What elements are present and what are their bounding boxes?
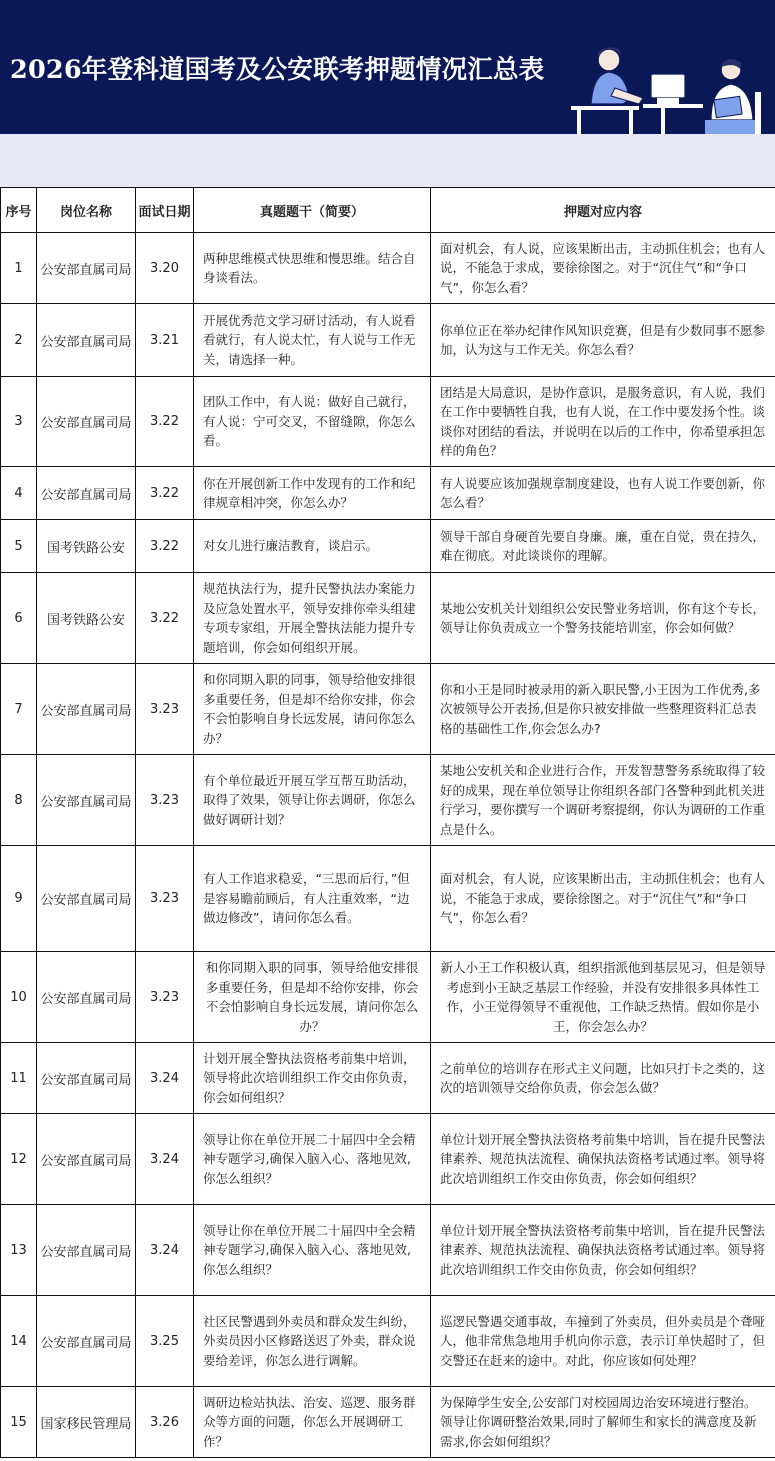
header-date: 面试日期	[136, 188, 194, 233]
row-stem: 计划开展全警执法资格考前集中培训，领导将此次培训组织工作交由你负责，你会如何组织？	[194, 1043, 431, 1114]
header-forecast: 押题对应内容	[431, 188, 775, 233]
table-row	[1, 304, 775, 377]
table-row	[1, 1043, 775, 1114]
table-row	[1, 1387, 775, 1458]
row-no: 9	[1, 846, 37, 952]
row-date: 3.23	[136, 952, 194, 1043]
row-stem: 开展优秀范文学习研讨活动，有人说看看就行，有人说太忙，有人说与工作无关，请选择一种。	[194, 304, 431, 377]
row-date: 3.22	[136, 573, 194, 664]
row-no: 14	[1, 1296, 37, 1387]
row-post: 公安部直属司局	[37, 1205, 136, 1296]
row-no: 4	[1, 467, 37, 520]
row-forecast: 某地公安机关和企业进行合作，开发智慧警务系统取得了较好的成果，现在单位领导让你组织各部门各警种到此机关进行学习，要你撰写一个调研考察提纲，你认为调研的工作重点是什么。	[431, 755, 775, 846]
table-row	[1, 846, 775, 952]
row-forecast: 单位计划开展全警执法资格考前集中培训，旨在提升民警法律素养、规范执法流程、确保执法资格考试通过率。领导将此次培训组织工作交由你负责，你会如何组织？	[431, 1114, 775, 1205]
row-no: 10	[1, 952, 37, 1043]
row-date: 3.22	[136, 377, 194, 467]
table-row	[1, 573, 775, 664]
header-band	[0, 134, 775, 187]
table-row	[1, 755, 775, 846]
row-date: 3.24	[136, 1114, 194, 1205]
row-no: 8	[1, 755, 37, 846]
row-post: 公安部直属司局	[37, 377, 136, 467]
row-forecast: 为保障学生安全,公安部门对校园周边治安环境进行整治。领导让你调研整治效果,同时了解师生和家长的满意度及新需求,你会如何组织？	[431, 1387, 775, 1458]
row-no: 1	[1, 233, 37, 304]
header-stem: 真题题干（简要）	[194, 188, 431, 233]
row-post: 公安部直属司局	[37, 233, 136, 304]
row-stem: 和你同期入职的同事，领导给他安排很多重要任务，但是却不给你安排，你会不会怕影响自身长远发展，请问你怎么办？	[194, 952, 431, 1043]
row-post: 公安部直属司局	[37, 664, 136, 755]
row-no: 5	[1, 520, 37, 573]
header-post: 岗位名称	[37, 188, 136, 233]
row-no: 11	[1, 1043, 37, 1114]
row-forecast: 你单位正在举办纪律作风知识竞赛，但是有少数同事不愿参加，认为这与工作无关。你怎么看？	[431, 304, 775, 377]
row-no: 6	[1, 573, 37, 664]
row-no: 15	[1, 1387, 37, 1458]
row-post: 公安部直属司局	[37, 846, 136, 952]
row-forecast: 某地公安机关计划组织公安民警业务培训，你有这个专长，领导让你负责成立一个警务技能培训室，你会如何做？	[431, 573, 775, 664]
row-no: 2	[1, 304, 37, 377]
people-studying-illustration	[565, 40, 775, 136]
row-post: 国家移民管理局	[37, 1387, 136, 1458]
row-no: 7	[1, 664, 37, 755]
row-date: 3.23	[136, 755, 194, 846]
row-forecast: 单位计划开展全警执法资格考前集中培训，旨在提升民警法律素养、规范执法流程、确保执法资格考试通过率。领导将此次培训组织工作交由你负责，你会如何组织？	[431, 1205, 775, 1296]
row-post: 公安部直属司局	[37, 1296, 136, 1387]
row-post: 公安部直属司局	[37, 304, 136, 377]
row-date: 3.20	[136, 233, 194, 304]
row-date: 3.22	[136, 520, 194, 573]
table-row	[1, 664, 775, 755]
row-stem: 领导让你在单位开展二十届四中全会精神专题学习,确保入脑入心、落地见效,你怎么组织？	[194, 1205, 431, 1296]
table-row	[1, 467, 775, 520]
row-forecast: 新人小王工作积极认真，组织指派他到基层见习，但是领导考虑到小王缺乏基层工作经验，并没有安排很多具体性工作，小王觉得领导不重视他，工作缺乏热情。假如你是小王，你会怎么办？	[431, 952, 775, 1043]
row-post: 公安部直属司局	[37, 467, 136, 520]
row-no: 12	[1, 1114, 37, 1205]
row-stem: 对女儿进行廉洁教育，谈启示。	[194, 520, 431, 573]
row-date: 3.23	[136, 664, 194, 755]
row-forecast: 领导干部自身硬首先要自身廉。廉，重在自觉，贵在持久，难在彻底。对此谈谈你的理解。	[431, 520, 775, 573]
row-no: 13	[1, 1205, 37, 1296]
row-forecast: 之前单位的培训存在形式主义问题，比如只打卡之类的，这次的培训领导交给你负责，你会怎么做？	[431, 1043, 775, 1114]
table-row	[1, 377, 775, 467]
row-date: 3.24	[136, 1205, 194, 1296]
table-row	[1, 1296, 775, 1387]
row-post: 公安部直属司局	[37, 755, 136, 846]
page-title: 2026年登科道国考及公安联考押题情况汇总表	[10, 55, 545, 85]
row-date: 3.25	[136, 1296, 194, 1387]
row-post: 公安部直属司局	[37, 1043, 136, 1114]
row-stem: 你在开展创新工作中发现有的工作和纪律规章相冲突，你怎么办？	[194, 467, 431, 520]
row-forecast: 面对机会，有人说，应该果断出击，主动抓住机会；也有人说，不能急于求成，要徐徐图之。对于“沉住气”和“争口气”，你怎么看？	[431, 846, 775, 952]
row-stem: 团队工作中，有人说：做好自己就行，有人说：宁可交叉，不留缝隙，你怎么看。	[194, 377, 431, 467]
row-post: 公安部直属司局	[37, 1114, 136, 1205]
row-date: 3.21	[136, 304, 194, 377]
row-forecast: 面对机会，有人说，应该果断出击，主动抓住机会；也有人说，不能急于求成，要徐徐图之。对于“沉住气”和“争口气”，你怎么看？	[431, 233, 775, 304]
row-post: 国考铁路公安	[37, 573, 136, 664]
row-date: 3.24	[136, 1043, 194, 1114]
row-stem: 调研边检站执法、治安、巡逻、服务群众等方面的问题，你怎么开展调研工作？	[194, 1387, 431, 1458]
header-banner	[0, 0, 775, 134]
row-date: 3.26	[136, 1387, 194, 1458]
row-date: 3.23	[136, 846, 194, 952]
table-row	[1, 233, 775, 304]
row-forecast: 有人说要应该加强规章制度建设，也有人说工作要创新，你怎么看？	[431, 467, 775, 520]
row-forecast: 团结是大局意识，是协作意识，是服务意识，有人说，我们在工作中要牺牲自我，也有人说，在工作中要发扬个性。谈谈你对团结的看法，并说明在以后的工作中，你希望承担怎样的角色？	[431, 377, 775, 467]
table-row	[1, 1114, 775, 1205]
row-no: 3	[1, 377, 37, 467]
row-post: 国考铁路公安	[37, 520, 136, 573]
table-row	[1, 952, 775, 1043]
row-stem: 有个单位最近开展互学互帮互助活动，取得了效果，领导让你去调研，你怎么做好调研计划？	[194, 755, 431, 846]
row-post: 公安部直属司局	[37, 952, 136, 1043]
row-stem: 领导让你在单位开展二十届四中全会精神专题学习,确保入脑入心、落地见效,你怎么组织？	[194, 1114, 431, 1205]
row-forecast: 你和小王是同时被录用的新入职民警,小王因为工作优秀,多次被领导公开表扬,但是你只被安排做一些整理资料汇总表格的基础性工作,你会怎么办?	[431, 664, 775, 755]
row-forecast: 巡逻民警遇交通事故，车撞到了外卖员，但外卖员是个聋哑人，他非常焦急地用手机向你示意，表示订单快超时了，但交警还在赶来的途中。对此，你应该如何处理？	[431, 1296, 775, 1387]
row-stem: 有人工作追求稳妥，“三思而后行，”但是容易瞻前顾后，有人注重效率，“边做边修改”，请问你怎么看。	[194, 846, 431, 952]
row-stem: 两种思维模式快思维和慢思维。结合自身谈看法。	[194, 233, 431, 304]
summary-table	[0, 187, 775, 1458]
row-stem: 社区民警遇到外卖员和群众发生纠纷，外卖员因小区修路送迟了外卖，群众说要给差评，你怎么进行调解。	[194, 1296, 431, 1387]
row-stem: 和你同期入职的同事，领导给他安排很多重要任务，但是却不给你安排，你会不会怕影响自身长远发展，请问你怎么办？	[194, 664, 431, 755]
row-date: 3.22	[136, 467, 194, 520]
row-stem: 规范执法行为，提升民警执法办案能力及应急处置水平，领导安排你牵头组建专项专家组，开展全警执法能力提升专题培训，你会如何组织开展。	[194, 573, 431, 664]
header-no: 序号	[1, 188, 37, 233]
table-header-row	[1, 188, 775, 233]
table-row	[1, 520, 775, 573]
table-row	[1, 1205, 775, 1296]
